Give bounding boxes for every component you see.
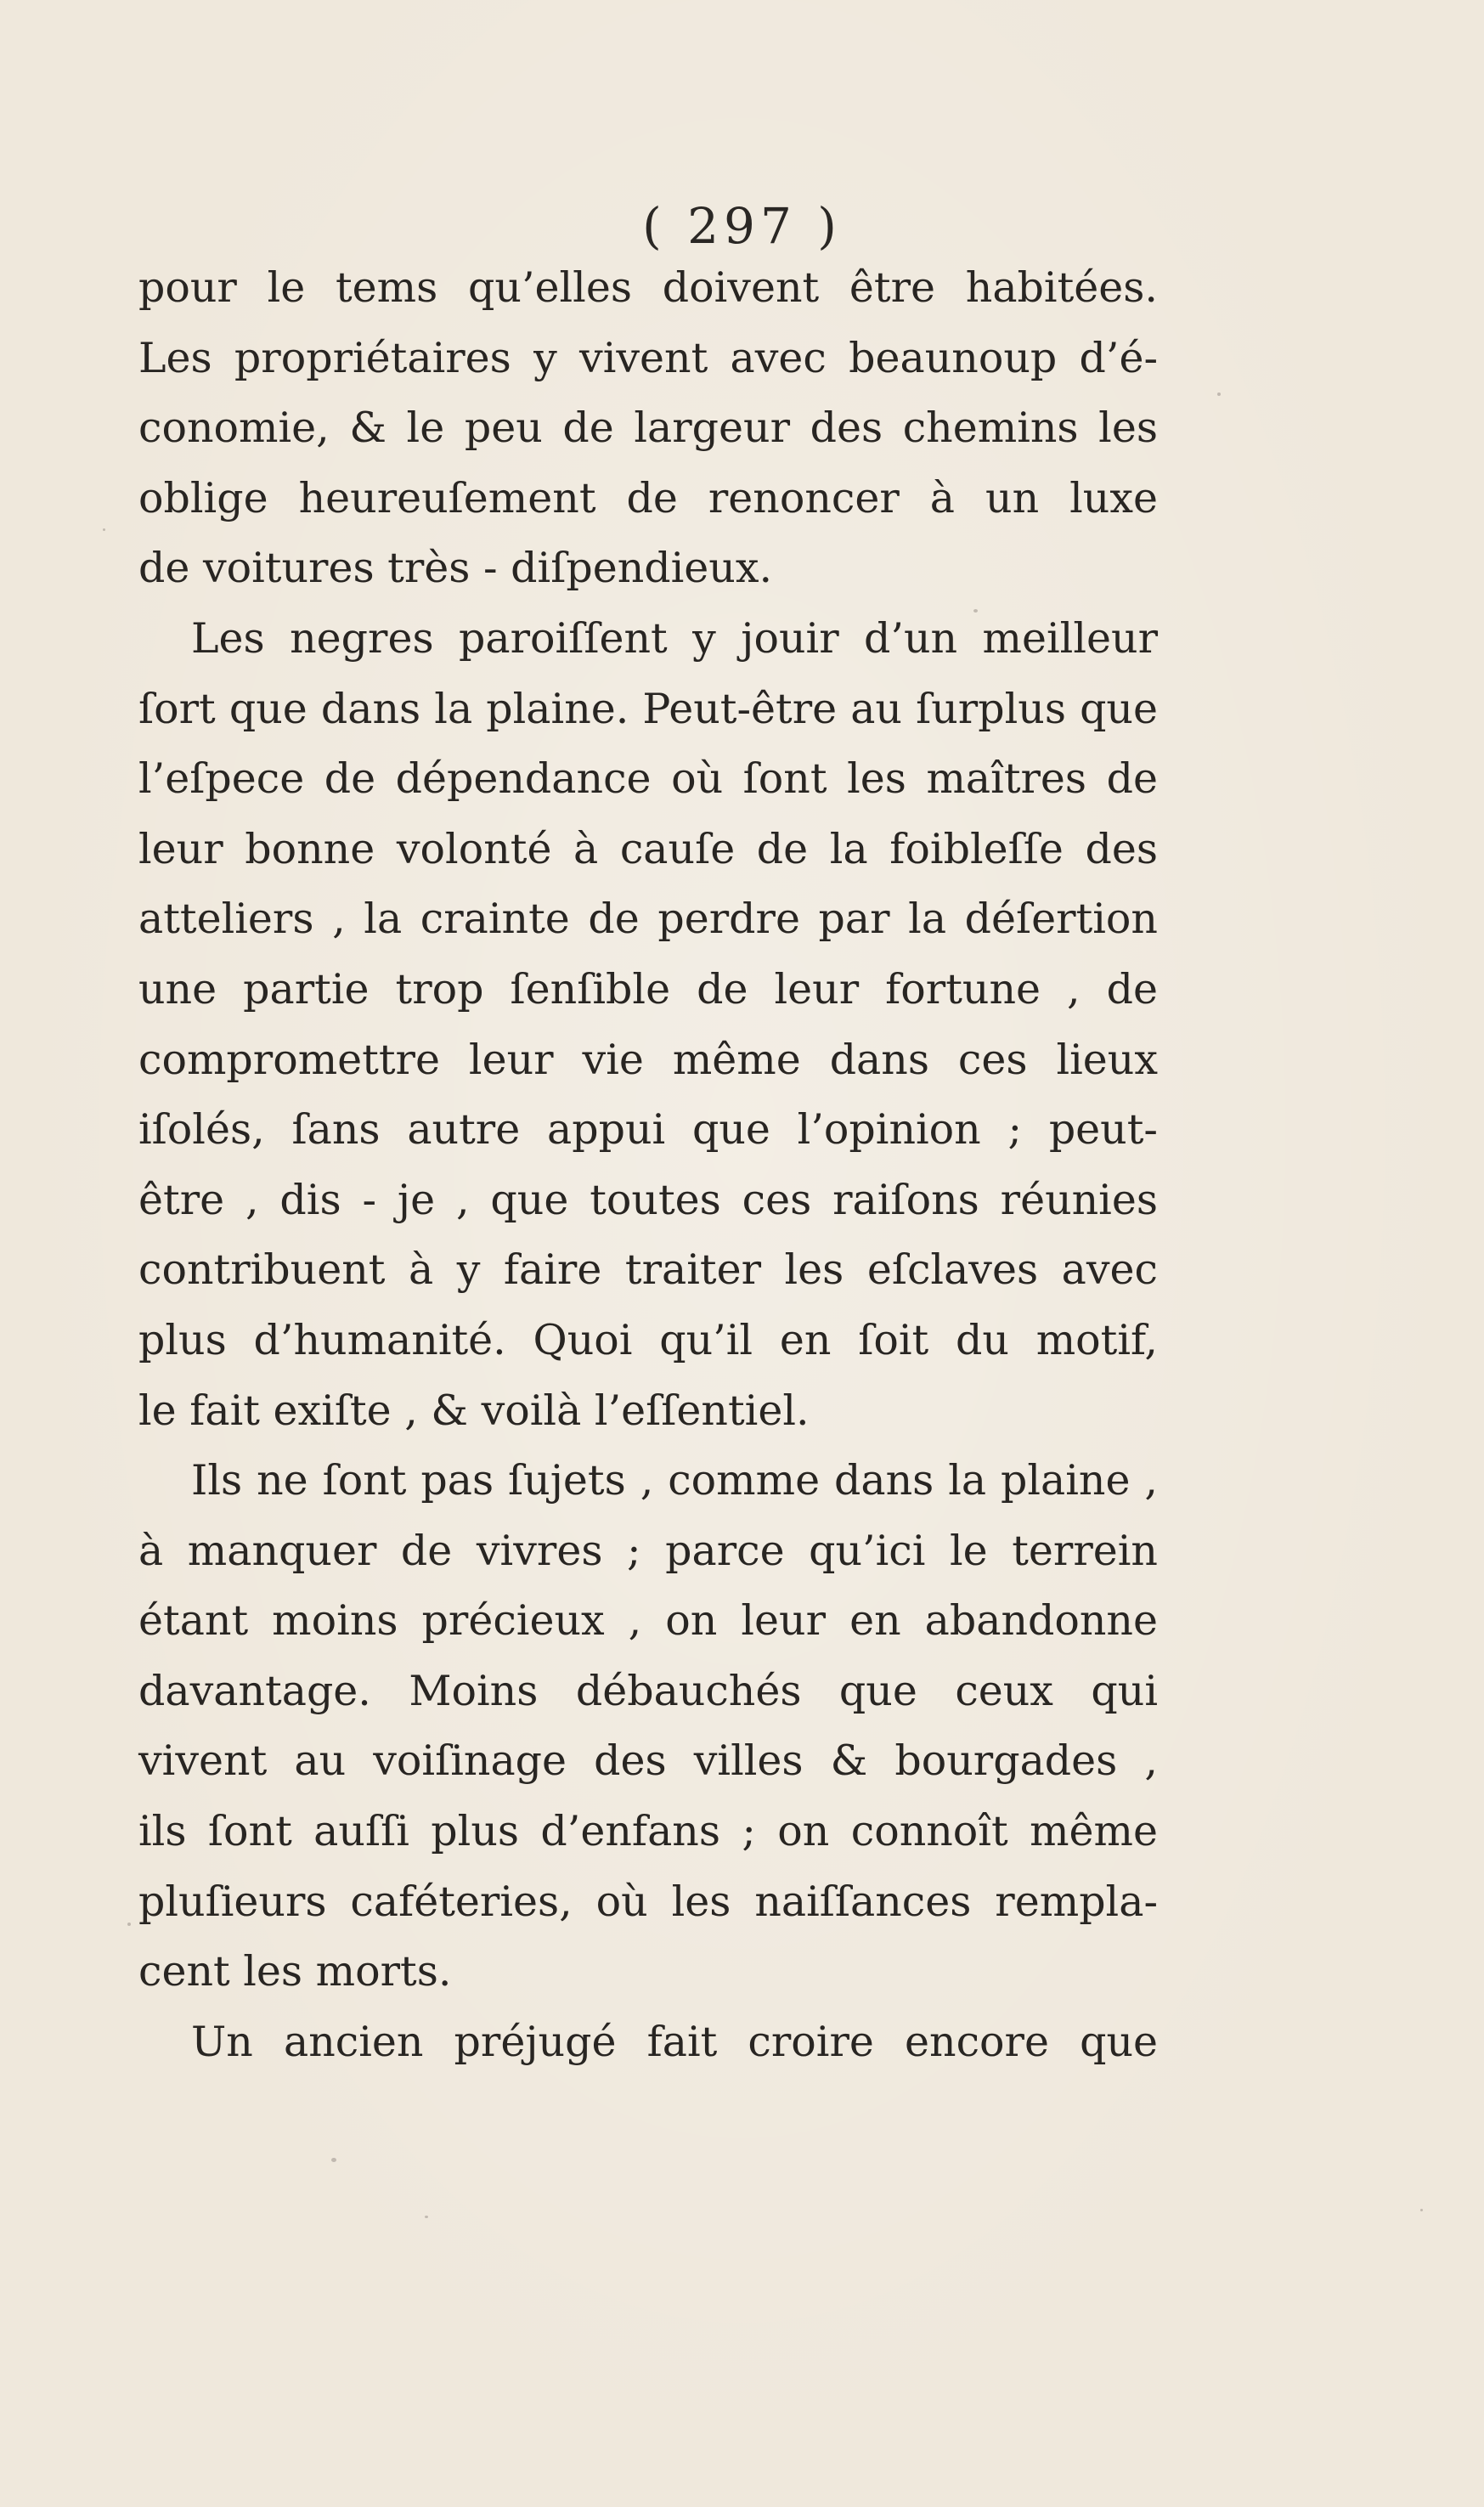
text-line-7: ſort que dans la plaine. Peut-être au ſurplus que — [138, 684, 1158, 733]
text-line-18: Ils ne ſont pas ſujets , comme dans la plaine , — [191, 1456, 1158, 1505]
text-line-20: étant moins précieux , on leur en abandonne — [138, 1596, 1158, 1646]
text-line-17: le fait exiſte , & voilà l’eſſentiel. — [138, 1386, 810, 1435]
text-line-22: vivent au voiſinage des villes & bourgades , — [138, 1736, 1158, 1786]
paper-speck — [1420, 2209, 1423, 2211]
text-line-13: iſolés, ſans autre appui que l’opinion ; peut- — [138, 1105, 1158, 1155]
text-line-24: pluſieurs caféteries, où les naiſſances rempla- — [138, 1877, 1158, 1926]
text-line-14: être , dis - je , que toutes ces raiſons réunies — [138, 1175, 1158, 1224]
text-line-8: l’eſpece de dépendance où ſont les maîtres de — [138, 754, 1158, 804]
text-line-4: oblige heureuſement de renoncer à un luxe — [138, 473, 1158, 522]
text-line-2: Les propriétaires y vivent avec beaunoup d’é- — [138, 333, 1158, 382]
text-line-21: davantage. Moins débauchés que ceux qui — [138, 1666, 1158, 1715]
text-line-12: compromettre leur vie même dans ces lieux — [138, 1035, 1158, 1084]
page-number-header: ( 297 ) — [642, 197, 842, 255]
text-line-1: pour le tems qu’elles doivent être habitées. — [138, 263, 1158, 312]
paper-speck — [331, 2158, 336, 2162]
text-line-5: de voitures très - diſpendieux. — [138, 544, 773, 593]
text-line-25: cent les morts. — [138, 1947, 452, 1996]
paper-speck — [127, 1923, 131, 1926]
text-line-10: atteliers , la crainte de perdre par la déſertion — [138, 895, 1158, 944]
body-text — [138, 253, 1158, 2077]
text-line-16: plus d’humanité. Quoi qu’il en ſoit du motif, — [138, 1315, 1158, 1364]
text-line-19: à manquer de vivres ; parce qu’ici le terrein — [138, 1526, 1158, 1575]
paper-speck — [425, 2216, 428, 2218]
text-line-6: Les negres paroiſſent y jouir d’un meilleur — [191, 613, 1158, 663]
text-line-15: contribuent à y faire traiter les eſclaves avec — [138, 1245, 1158, 1295]
text-line-9: leur bonne volonté à cauſe de la foibleſſe des — [138, 824, 1158, 873]
text-line-23: ils ſont auſſi plus d’enfans ; on connoît même — [138, 1807, 1158, 1856]
paper-speck — [103, 528, 105, 531]
paper-speck — [1217, 392, 1221, 396]
text-line-26: Un ancien préjugé fait croire encore que — [191, 2017, 1158, 2066]
text-line-11: une partie trop ſenſible de leur fortune , de — [138, 964, 1158, 1014]
text-line-3: conomie, & le peu de largeur des chemins les — [138, 404, 1158, 453]
